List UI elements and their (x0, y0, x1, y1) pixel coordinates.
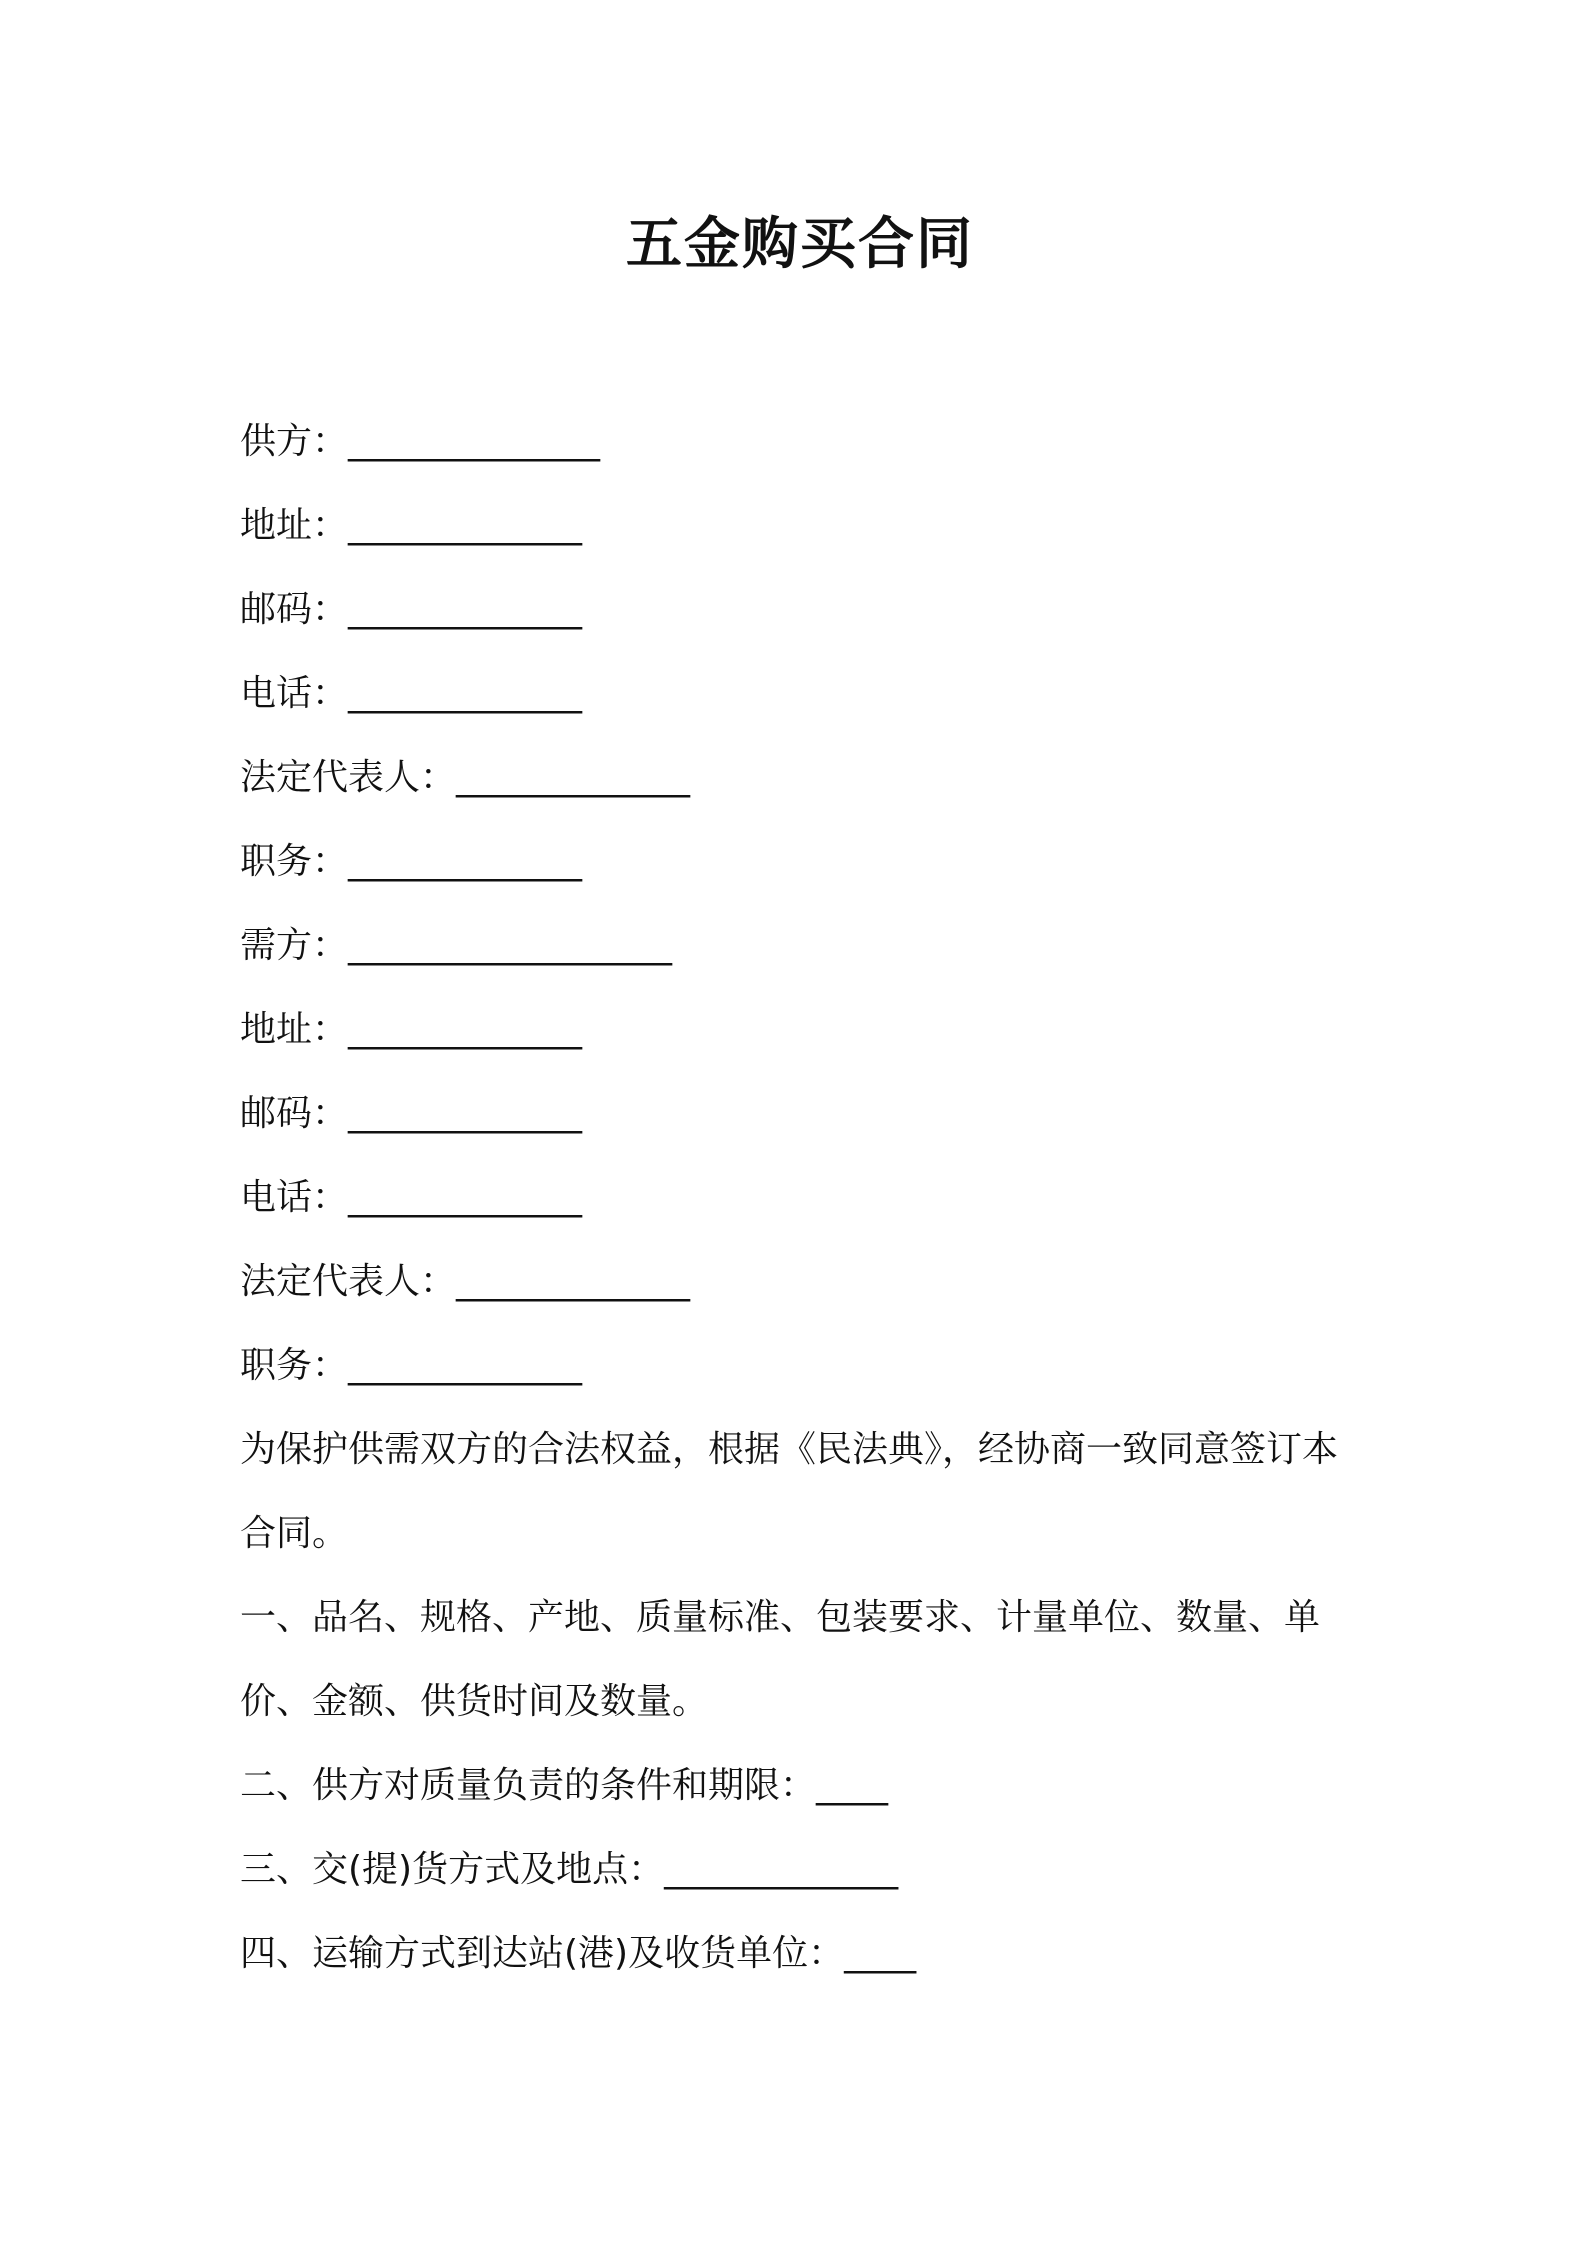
clause-4-line (240, 1912, 1360, 1996)
supplier-position-line (240, 820, 1360, 904)
buyer-phone-blank: _____________ (348, 1177, 583, 1218)
clause-4-label: 四、运输方式到达站(港)及收货单位： (240, 1933, 845, 1974)
buyer-party-line (240, 904, 1360, 988)
buyer-rep-blank: _____________ (456, 1261, 691, 1302)
buyer-position-line (240, 1324, 1360, 1408)
clause-1-paragraph: 一、品名、规格、产地、质量标准、包装要求、计量单位、数量、单价、金额、供货时间及数量。 (240, 1597, 1321, 1722)
supplier-rep-line (240, 736, 1360, 820)
supplier-phone-line (240, 652, 1360, 736)
buyer-rep-label: 法定代表人： (240, 1261, 457, 1302)
buyer-position-blank: _____________ (348, 1345, 583, 1386)
buyer-party-label: 需方： (240, 925, 349, 966)
supplier-party-blank: ______________ (348, 421, 601, 462)
buyer-phone-label: 电话： (240, 1177, 349, 1218)
clause-2-line (240, 1744, 1360, 1828)
supplier-rep-blank: _____________ (456, 757, 691, 798)
buyer-address-blank: _____________ (348, 1009, 583, 1050)
clause-4-blank: ____ (844, 1933, 917, 1974)
supplier-phone-blank: _____________ (348, 673, 583, 714)
buyer-phone-line (240, 1156, 1360, 1240)
buyer-address-label: 地址： (240, 1009, 349, 1050)
supplier-position-blank: _____________ (348, 841, 583, 882)
buyer-zip-blank: _____________ (348, 1093, 583, 1134)
supplier-zip-blank: _____________ (348, 589, 583, 630)
supplier-address-label: 地址： (240, 505, 349, 546)
supplier-zip-line (240, 568, 1360, 652)
buyer-rep-line (240, 1240, 1360, 1324)
supplier-address-blank: _____________ (348, 505, 583, 546)
clause-3-label: 三、交(提)货方式及地点： (240, 1849, 665, 1890)
supplier-zip-label: 邮码： (240, 589, 349, 630)
preamble-paragraph: 为保护供需双方的合法权益，根据《民法典》，经协商一致同意签订本合同。 (240, 1429, 1339, 1554)
supplier-address-line (240, 484, 1360, 568)
clause-3-blank: _____________ (664, 1849, 899, 1890)
supplier-phone-label: 电话： (240, 673, 349, 714)
document-body (240, 400, 1360, 1996)
buyer-zip-label: 邮码： (240, 1093, 349, 1134)
supplier-party-line (240, 400, 1360, 484)
clause-2-blank: ____ (816, 1765, 889, 1806)
clause-3-line (240, 1828, 1360, 1912)
supplier-position-label: 职务： (240, 841, 349, 882)
buyer-zip-line (240, 1072, 1360, 1156)
clause-2-label: 二、供方对质量负责的条件和期限： (240, 1765, 817, 1806)
buyer-address-line (240, 988, 1360, 1072)
supplier-party-label: 供方： (240, 421, 349, 462)
buyer-position-label: 职务： (240, 1345, 349, 1386)
buyer-party-blank: __________________ (348, 925, 673, 966)
document-title: 五金购买合同 (626, 212, 974, 277)
supplier-rep-label: 法定代表人： (240, 757, 457, 798)
